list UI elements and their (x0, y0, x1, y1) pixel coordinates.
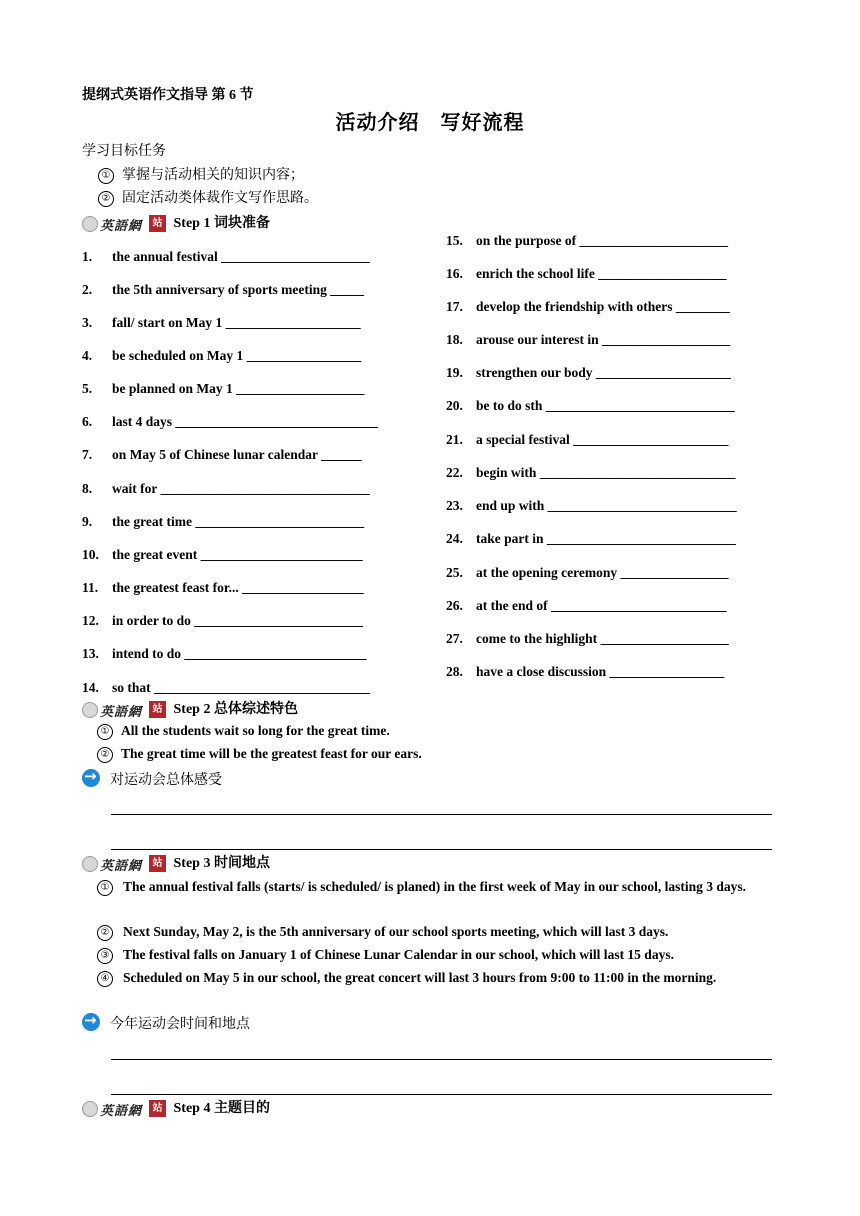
list-item: 14. so that ________________________________ (82, 680, 371, 695)
list-item: 12. in order to do _________________________ (82, 613, 364, 628)
arrow-icon (82, 1013, 100, 1031)
logo-text: 英語網 (100, 1103, 143, 1119)
circle-number: ② (97, 925, 113, 941)
list-item: 10. the great event ________________________ (82, 547, 363, 562)
step2-prompt-row (82, 769, 222, 789)
list-item: 2. the 5th anniversary of sports meeting _____ (82, 282, 364, 297)
list-item: 21. a special festival _______________________ (446, 432, 729, 447)
head-icon (82, 856, 98, 872)
step2-heading: Step 2 总体综述特色 (173, 702, 298, 717)
list-item: 17. develop the friendship with others ________ (446, 299, 730, 314)
seal-icon: 站 (149, 215, 166, 232)
circle-number: ① (97, 880, 113, 896)
goal-item-2 (98, 187, 318, 207)
list-item: 15. on the purpose of ______________________ (446, 233, 729, 248)
logo-icon (82, 855, 166, 873)
seal-icon: 站 (149, 701, 166, 718)
goal-text: 固定活动类体裁作文写作思路。 (122, 191, 318, 206)
logo-icon (82, 215, 166, 233)
document-header: 提纲式英语作文指导 第 6 节 (82, 88, 254, 103)
list-item: 27. come to the highlight ___________________ (446, 631, 729, 646)
step2-heading-row (82, 698, 298, 719)
answer-line (111, 814, 772, 815)
step3-prompt: 今年运动会时间和地点 (110, 1017, 250, 1032)
list-item: 8. wait for _______________________________ (82, 481, 370, 496)
list-item: 7. on May 5 of Chinese lunar calendar ______ (82, 447, 362, 462)
step2-prompt: 对运动会总体感受 (110, 773, 222, 788)
head-icon (82, 1101, 98, 1117)
goal-item-1 (98, 164, 304, 184)
goals-heading: 学习目标任务 (82, 144, 166, 159)
list-item: 24. take part in ____________________________ (446, 531, 736, 546)
step3-item-3: ③ The festival falls on January 1 of Chinese Lunar Calendar in our school, which will last 15 days. (97, 944, 782, 966)
list-item: 18. arouse our interest in ___________________ (446, 332, 731, 347)
seal-icon: 站 (149, 855, 166, 872)
step3-item-2: ② Next Sunday, May 2, is the 5th anniversary of our school sports meeting, which will last 3 days. (97, 921, 782, 943)
circle-number: ① (98, 168, 114, 184)
circle-number: ③ (97, 948, 113, 964)
step3-item-1: ① The annual festival falls (starts/ is scheduled/ is planed) in the first week of May in our school, lasting 3 days. (97, 876, 782, 898)
list-item: 13. intend to do ___________________________ (82, 646, 367, 661)
list-item: 16. enrich the school life ___________________ (446, 266, 727, 281)
logo-text: 英語網 (100, 858, 143, 874)
step4-heading: Step 4 主题目的 (173, 1101, 270, 1116)
logo-text: 英語網 (100, 218, 143, 234)
circle-number: ④ (97, 971, 113, 987)
list-item: 4. be scheduled on May 1 _________________ (82, 348, 362, 363)
list-item: 3. fall/ start on May 1 ____________________ (82, 315, 361, 330)
goal-text: 掌握与活动相关的知识内容； (122, 168, 304, 183)
answer-line (111, 1094, 772, 1095)
head-icon (82, 702, 98, 718)
step3-heading-row (82, 852, 270, 873)
circle-number: ② (98, 191, 114, 207)
list-item: 20. be to do sth ____________________________ (446, 398, 735, 413)
list-item: 25. at the opening ceremony ________________ (446, 565, 729, 580)
step4-heading-row (82, 1097, 270, 1118)
list-item: 1. the annual festival ______________________ (82, 249, 370, 264)
list-item: 9. the great time _________________________ (82, 514, 365, 529)
logo-text: 英語網 (100, 704, 143, 720)
step2-item-2: ② The great time will be the greatest feast for our ears. (97, 746, 422, 763)
head-icon (82, 216, 98, 232)
circle-number: ① (97, 724, 113, 740)
list-item: 23. end up with ____________________________ (446, 498, 737, 513)
logo-icon (82, 1100, 166, 1118)
seal-icon: 站 (149, 1100, 166, 1117)
list-item: 5. be planned on May 1 ___________________ (82, 381, 365, 396)
list-item: 19. strengthen our body ____________________ (446, 365, 731, 380)
step1-heading: Step 1 词块准备 (173, 216, 270, 231)
arrow-icon (82, 769, 100, 787)
circle-number: ② (97, 747, 113, 763)
list-item: 28. have a close discussion _________________ (446, 664, 725, 679)
answer-line (111, 1059, 772, 1060)
step1-heading-row (82, 212, 270, 233)
logo-icon (82, 701, 166, 719)
list-item: 6. last 4 days ______________________________ (82, 414, 378, 429)
list-item: 22. begin with _____________________________ (446, 465, 736, 480)
list-item: 26. at the end of __________________________ (446, 598, 727, 613)
page-title: 活动介绍 写好流程 (335, 112, 525, 134)
step2-item-1: ① All the students wait so long for the great time. (97, 723, 390, 740)
step3-heading: Step 3 时间地点 (173, 856, 270, 871)
answer-line (111, 849, 772, 850)
step3-item-4: ④ Scheduled on May 5 in our school, the great concert will last 3 hours from 9:00 to 11:00 in the morning. (97, 967, 782, 989)
step3-prompt-row (82, 1013, 250, 1033)
list-item: 11. the greatest feast for... __________________ (82, 580, 364, 595)
